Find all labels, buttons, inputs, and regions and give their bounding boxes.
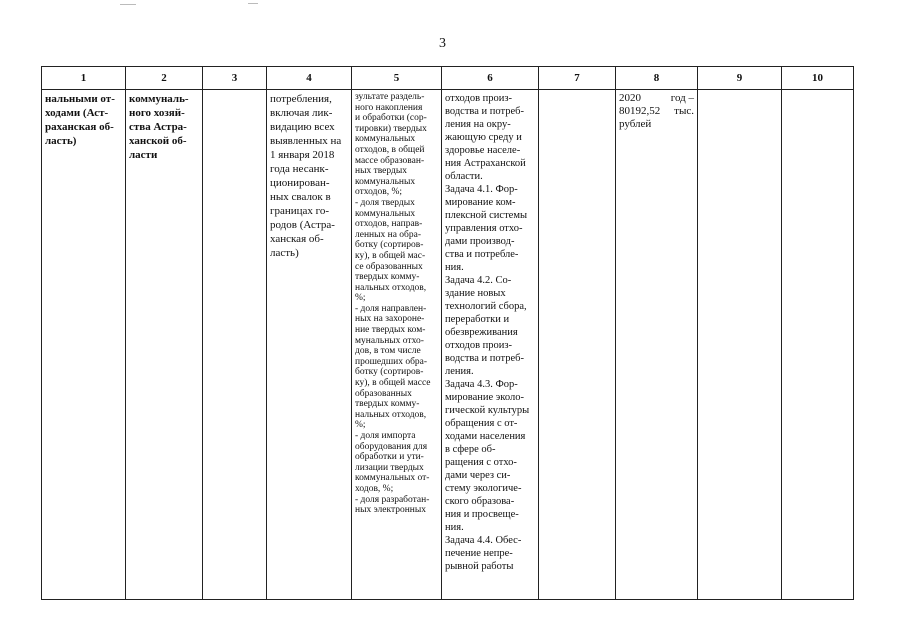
column-header-1: 1 (42, 67, 126, 90)
cell-column-3 (203, 90, 267, 600)
cell-column-7 (539, 90, 616, 600)
column-header-9: 9 (698, 67, 782, 90)
cell-tasks (442, 90, 539, 600)
cell-text: потребления, включая лик- видацию всех выявленных на 1 января 2018 года несанк- ционирован- ных свалок в границах го- родов (Астра- ханская об- ласть) (270, 93, 342, 259)
funding-text-left: 2020 80192,52 рублей (619, 92, 661, 131)
cell-responsible-body (126, 90, 203, 600)
column-header-3: 3 (203, 67, 267, 90)
cell-indicators (352, 90, 442, 600)
funding-block (619, 92, 694, 132)
table-header-row (42, 67, 854, 90)
column-header-10: 10 (782, 67, 854, 90)
column-header-5: 5 (352, 67, 442, 90)
cell-goal (267, 90, 352, 600)
cell-text: коммуналь- ного хозяй- ства Астра- ханской об- ласти (129, 93, 189, 161)
table-row (42, 90, 854, 600)
column-header-4: 4 (267, 67, 352, 90)
column-header-6: 6 (442, 67, 539, 90)
cell-text: отходов произ- водства и потреб- ления на окру- жающую среду и здоровье населе- ния Астраханской области. Задача 4.1. Фор- мирование ком- плексной системы управления отхо- дами производ- ства и потребле- ния. Задача 4.2. Со- здание новых технологий сбора, переработки и обезвреживания отходов произ- водства и потреб- ления. Задача 4.3. Фор- мирование эколо- гической культуры обращения с от- ходами населения в сфере об- ращения с отхо- дами через си- стему экологиче- ского образова- ния и просвеще- ния. Задача 4.4. Обес- печение непре- рывной работы (445, 93, 530, 572)
page-number: 3 (439, 36, 446, 51)
cell-text: нальными от- ходами (Аст- раханская об- ласть) (45, 93, 115, 147)
scan-artifact-line (120, 4, 136, 5)
funding-text-right: год – тыс. (670, 92, 694, 118)
column-header-2: 2 (126, 67, 203, 90)
cell-region (42, 90, 126, 600)
document-table (41, 66, 854, 600)
column-header-7: 7 (539, 67, 616, 90)
column-header-8: 8 (616, 67, 698, 90)
cell-column-9 (698, 90, 782, 600)
cell-text: зультате раздель- ного накопления и обработки (сор- тировки) твердых коммунальных отходов, в общей массе образован- ных твердых коммунальных отходов, %; - доля твердых коммунальных отходов, направ- ленных на обра- ботку (сортиров- ку), в общей мас- се образованных твердых комму- нальных отходов, %; - доля направлен- ных на захороне- ние твердых ком- мунальных отхо- дов, в том числе прошедших обра- ботку (сортиров- ку), в общей массе образованных твердых комму- нальных отходов, %; - доля импорта оборудования для обработки и ути- лизации твердых коммунальных от- ходов, %; - доля разработан- ных электронных (355, 92, 431, 516)
scan-artifact-line (248, 3, 258, 4)
cell-funding (616, 90, 698, 600)
cell-column-10 (782, 90, 854, 600)
